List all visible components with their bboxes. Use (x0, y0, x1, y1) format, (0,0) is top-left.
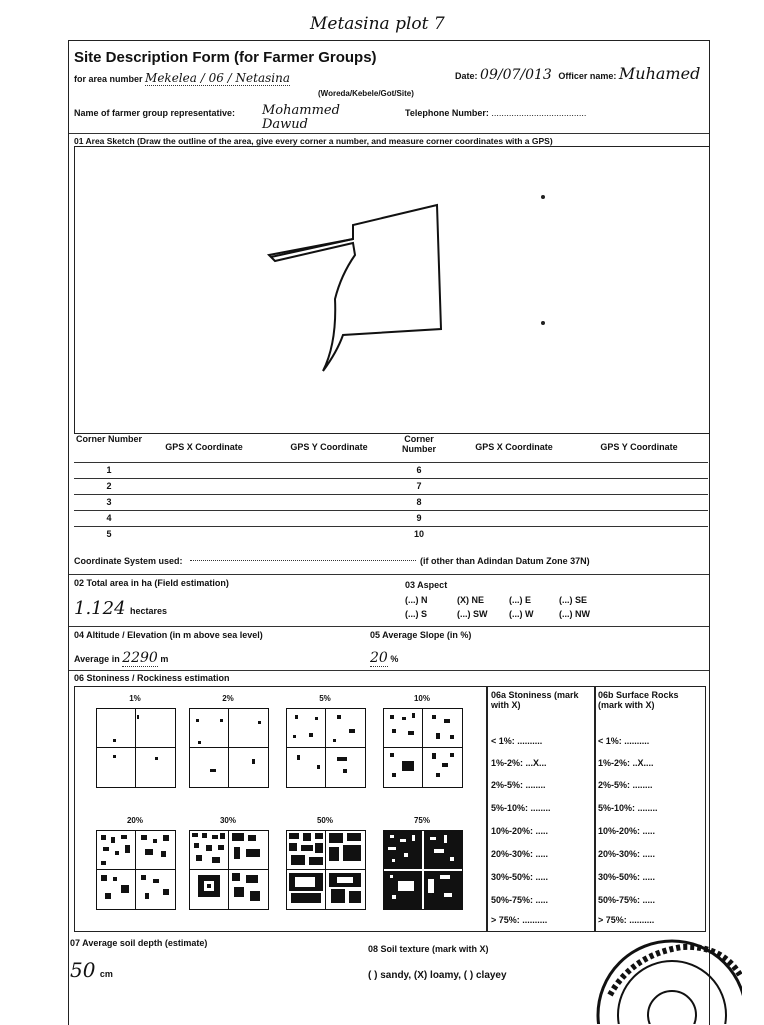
area-sketch-box[interactable] (74, 146, 710, 434)
stoniness-a-option[interactable]: 10%-20%: ..... (491, 826, 549, 836)
table-row: 6 (416, 465, 422, 475)
stoniness-a-option[interactable]: 20%-30%: ..... (491, 849, 549, 859)
stoniness-reference-10pct (383, 708, 463, 788)
slope-field[interactable]: 20 (370, 650, 388, 666)
stoniness-percent-label: 5% (319, 694, 331, 703)
altitude-label: 04 Altitude / Elevation (in m above sea level) (74, 630, 263, 640)
form-title: Site Description Form (for Farmer Groups) (74, 49, 377, 66)
stoniness-reference-30pct (189, 830, 269, 910)
soil-depth-label: 07 Average soil depth (estimate) (70, 938, 208, 948)
aspect-option-s[interactable]: (...) S (405, 609, 427, 619)
aspect-option-ne[interactable]: (X) NE (457, 595, 484, 605)
stoniness-reference-2pct (189, 708, 269, 788)
woreda-hint: (Woreda/Kebele/Got/Site) (318, 89, 414, 98)
gps-coordinate-table (74, 432, 708, 540)
officer-name-field[interactable]: Muhamed (618, 64, 701, 83)
surface-rocks-b-option[interactable]: < 1%: .......... (598, 736, 650, 746)
stoniness-a-option[interactable]: > 75%: .......... (491, 915, 548, 925)
table-row: 9 (416, 513, 422, 523)
slope-unit: % (390, 654, 399, 664)
total-area-label: 02 Total area in ha (Field estimation) (74, 578, 229, 588)
stoniness-a-option[interactable]: 50%-75%: ..... (491, 895, 549, 905)
table-row: 7 (416, 481, 422, 491)
stoniness-a-option[interactable]: < 1%: .......... (491, 736, 543, 746)
stoniness-a-option[interactable]: 5%-10%: ........ (491, 803, 551, 813)
slope-label: 05 Average Slope (in %) (370, 630, 472, 640)
stoniness-a-option[interactable]: 1%-2%: ...X... (491, 758, 547, 768)
col-gps-x-left: GPS X Coordinate (165, 442, 243, 452)
col-gps-y-right: GPS Y Coordinate (600, 442, 678, 452)
aspect-option-e[interactable]: (...) E (509, 595, 531, 605)
stoniness-reference-20pct (96, 830, 176, 910)
coordinate-system-suffix: (if other than Adindan Datum Zone 37N) (420, 556, 590, 566)
surface-rocks-b-option[interactable]: 2%-5%: ........ (598, 780, 653, 790)
coordinate-system-field[interactable] (190, 560, 416, 561)
soil-depth-unit: cm (99, 969, 113, 979)
representative-label: Name of farmer group representative: (74, 108, 236, 118)
total-area-field[interactable]: 1.124 (74, 598, 126, 619)
surface-rocks-b-option[interactable]: 30%-50%: ..... (598, 872, 656, 882)
col-gps-y-left: GPS Y Coordinate (290, 442, 368, 452)
table-row: 5 (106, 529, 112, 539)
table-row: 10 (413, 529, 424, 539)
soil-texture-options[interactable]: ( ) sandy, (X) loamy, ( ) clayey (368, 970, 507, 981)
aspect-option-n[interactable]: (...) N (405, 595, 428, 605)
surface-rocks-b-option[interactable]: 5%-10%: ........ (598, 803, 658, 813)
area-sketch-drawing (75, 147, 709, 433)
aspect-option-nw[interactable]: (...) NW (559, 609, 590, 619)
area-number-field[interactable]: Mekelea / 06 / Netasina (145, 71, 290, 85)
col-gps-x-right: GPS X Coordinate (475, 442, 553, 452)
altitude-unit: m (160, 654, 169, 664)
table-row: 3 (106, 497, 112, 507)
stoniness-percent-label: 1% (129, 694, 141, 703)
stoniness-a-option[interactable]: 2%-5%: ........ (491, 780, 546, 790)
stoniness-percent-label: 50% (316, 816, 333, 825)
officer-label: Officer name: (558, 71, 617, 81)
surface-rocks-b-option[interactable]: 50%-75%: ..... (598, 895, 656, 905)
soil-texture-label: 08 Soil texture (mark with X) (368, 944, 489, 954)
altitude-field[interactable]: 2290 (122, 650, 158, 666)
header-handwritten-note: Metasina plot 7 (310, 14, 445, 34)
stoniness-reference-75pct (383, 830, 463, 910)
stoniness-reference-50pct (286, 830, 366, 910)
stoniness-percent-label: 30% (219, 816, 236, 825)
surface-rocks-b-option[interactable]: 1%-2%: ..X.... (598, 758, 654, 768)
soil-depth-field[interactable]: 50 (70, 958, 96, 982)
telephone-label: Telephone Number: (405, 108, 489, 118)
altitude-prefix: Average in (74, 654, 120, 664)
table-row: 4 (106, 513, 112, 523)
surface-rocks-b-title: 06b Surface Rocks (mark with X) (598, 690, 679, 710)
official-stamp-icon (592, 935, 742, 1024)
stoniness-percent-label: 2% (222, 694, 234, 703)
area-number-label: for area number (74, 74, 143, 84)
table-row: 2 (106, 481, 112, 491)
stoniness-a-option[interactable]: 30%-50%: ..... (491, 872, 549, 882)
stoniness-reference-5pct (286, 708, 366, 788)
date-label: Date: (455, 71, 478, 81)
aspect-option-se[interactable]: (...) SE (559, 595, 588, 605)
aspect-option-w[interactable]: (...) W (509, 609, 534, 619)
surface-rocks-b-option[interactable]: 20%-30%: ..... (598, 849, 656, 859)
table-row: 1 (106, 465, 112, 475)
stoniness-percent-label: 75% (413, 816, 430, 825)
representative-name-field[interactable]: Mohammed Dawud (262, 103, 340, 132)
date-field[interactable]: 09/07/013 (480, 67, 552, 83)
area-sketch-label: 01 Area Sketch (Draw the outline of the area, give every corner a number, and measure corner coordinates with a GPS) (74, 136, 553, 146)
col-corner-number-right: Corner Number (401, 434, 436, 454)
stoniness-label: 06 Stoniness / Rockiness estimation (74, 673, 230, 683)
stoniness-reference-1pct (96, 708, 176, 788)
stoniness-a-title: 06a Stoniness (mark with X) (491, 690, 579, 710)
table-row: 8 (416, 497, 422, 507)
surface-rocks-b-option[interactable]: 10%-20%: ..... (598, 826, 656, 836)
stoniness-percent-label: 20% (126, 816, 143, 825)
stoniness-percent-label: 10% (413, 694, 430, 703)
total-area-unit: hectares (129, 606, 168, 616)
aspect-option-sw[interactable]: (...) SW (457, 609, 488, 619)
col-corner-number-left: Corner Number (75, 434, 142, 444)
surface-rocks-b-option[interactable]: > 75%: .......... (598, 915, 655, 925)
aspect-label: 03 Aspect (405, 580, 448, 590)
coordinate-system-label: Coordinate System used: (74, 556, 183, 566)
